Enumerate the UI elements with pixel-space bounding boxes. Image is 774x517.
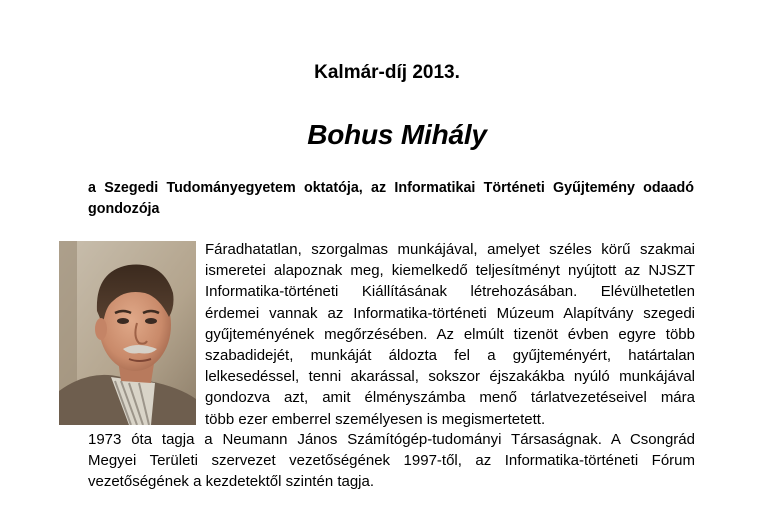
portrait-photo (59, 241, 196, 425)
award-title: Kalmár-díj 2013. (314, 62, 460, 83)
portrait-icon (59, 241, 196, 425)
bio-lead-line: több ezer emberrel személyesen is megismertetett. (205, 410, 546, 428)
bio-tail-paragraph (88, 429, 695, 493)
bio-tail-line: 1973 óta tagja a Neumann János Számítógép-tudományi Társaságnak. A Csongrád (88, 431, 695, 448)
bio-tail-line: Megyei Területi szervezet vezetőségének 1997-től, az Informatika-történeti Fórum (88, 452, 695, 470)
bio-lead-paragraph (205, 239, 695, 430)
bio-lead-line: Fáradhatatlan, szorgalmas munkájával, amelyet széles körű szakmai (205, 241, 695, 258)
bio-tail-line: vezetőségének a kezdetektől szintén tagja. (88, 473, 375, 491)
bio-lead-line: ismeretei alapoznak meg, kiemelkedő teljesítményt nyújtott az NJSZT (205, 262, 695, 280)
bio-lead-line: lelkesedéssel, tenni akarással, sokszor éjszakákba nyúló munkájával (205, 368, 695, 386)
bio-lead-line: Informatika-történeti Kiállításának létrehozásában. Elévülhetetlen (205, 283, 695, 301)
person-subtitle: a Szegedi Tudományegyetem oktatója, az Informatikai Történeti Gyűjtemény odaadó gondozója (88, 180, 694, 217)
bio-lead-line: gondozva azt, amit élményszámba menő tárlatvezetéseivel mára (205, 389, 695, 407)
person-name: Bohus Mihály (307, 119, 487, 150)
bio-lead-line: gyűjteményének megőrzésében. Az elmúlt tizenöt évben egyre több (205, 325, 695, 343)
bio-lead-line: szabadidejét, munkáját áldozta fel a gyűjteményért, határtalan (205, 347, 695, 365)
bio-lead-line: érdemei vannak az Informatika-történeti Múzeum Alapítvány szegedi (205, 304, 695, 322)
